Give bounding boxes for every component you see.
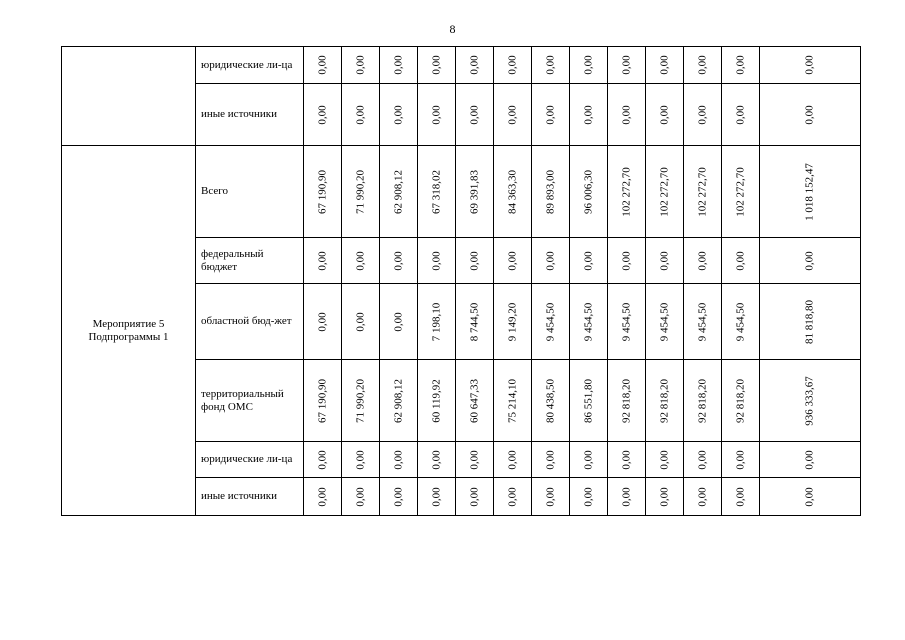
year-value: 0,00 bbox=[468, 449, 480, 470]
year-value-cell bbox=[608, 442, 646, 478]
year-value: 0,00 bbox=[696, 250, 708, 271]
year-value-cell bbox=[456, 360, 494, 442]
year-value: 86 551,80 bbox=[582, 378, 594, 423]
year-value: 0,00 bbox=[544, 55, 556, 75]
year-value: 102 272,70 bbox=[696, 166, 708, 217]
year-value-cell bbox=[646, 284, 684, 360]
year-value: 0,00 bbox=[734, 250, 746, 271]
year-value-cell bbox=[342, 238, 380, 284]
year-value: 62 908,12 bbox=[392, 378, 404, 423]
year-value-cell bbox=[532, 238, 570, 284]
total-value: 0,00 bbox=[803, 55, 816, 75]
funding-source-cell: Всего bbox=[196, 146, 304, 238]
year-value: 0,00 bbox=[582, 104, 594, 125]
year-value-cell bbox=[608, 238, 646, 284]
funding-source-cell: иные источники bbox=[196, 84, 304, 146]
year-value: 0,00 bbox=[582, 449, 594, 470]
year-value-cell bbox=[570, 47, 608, 84]
year-value-cell bbox=[570, 360, 608, 442]
year-value: 0,00 bbox=[658, 449, 670, 470]
year-value: 67 318,02 bbox=[430, 169, 442, 214]
year-value: 0,00 bbox=[354, 486, 366, 507]
year-value-cell bbox=[684, 478, 722, 516]
year-value: 0,00 bbox=[620, 104, 632, 125]
year-value: 0,00 bbox=[392, 104, 404, 125]
year-value-cell bbox=[418, 84, 456, 146]
year-value: 9 454,50 bbox=[658, 302, 670, 341]
year-value: 0,00 bbox=[468, 104, 480, 125]
year-value-cell bbox=[608, 84, 646, 146]
year-value-cell bbox=[380, 47, 418, 84]
year-value: 0,00 bbox=[316, 250, 328, 271]
year-value: 0,00 bbox=[696, 449, 708, 470]
year-value-cell bbox=[380, 478, 418, 516]
year-value-cell bbox=[342, 284, 380, 360]
year-value: 0,00 bbox=[582, 250, 594, 271]
year-value-cell bbox=[418, 360, 456, 442]
year-value: 9 454,50 bbox=[544, 302, 556, 341]
year-value: 0,00 bbox=[468, 250, 480, 271]
year-value: 102 272,70 bbox=[658, 166, 670, 217]
year-value-cell bbox=[418, 284, 456, 360]
year-value-cell bbox=[456, 478, 494, 516]
year-value-cell bbox=[494, 47, 532, 84]
year-value-cell bbox=[342, 146, 380, 238]
year-value-cell bbox=[304, 238, 342, 284]
table-row bbox=[62, 47, 861, 84]
year-value: 0,00 bbox=[658, 104, 670, 125]
year-value: 0,00 bbox=[354, 311, 366, 332]
year-value: 0,00 bbox=[658, 250, 670, 271]
year-value-cell bbox=[646, 478, 684, 516]
year-value-cell bbox=[304, 478, 342, 516]
year-value: 0,00 bbox=[430, 486, 442, 507]
year-value-cell bbox=[342, 442, 380, 478]
funding-source-cell: юридические ли-ца bbox=[196, 47, 304, 84]
year-value: 0,00 bbox=[506, 250, 518, 271]
year-value-cell bbox=[494, 146, 532, 238]
year-value: 0,00 bbox=[468, 55, 480, 75]
year-value: 0,00 bbox=[392, 55, 404, 75]
year-value-cell bbox=[722, 146, 760, 238]
year-value: 9 149,20 bbox=[506, 302, 518, 341]
year-value: 0,00 bbox=[620, 486, 632, 507]
year-value: 0,00 bbox=[696, 104, 708, 125]
year-value-cell bbox=[532, 442, 570, 478]
year-value: 92 818,20 bbox=[734, 378, 746, 423]
year-value: 0,00 bbox=[316, 449, 328, 470]
year-value: 0,00 bbox=[392, 449, 404, 470]
year-value-cell bbox=[722, 84, 760, 146]
year-value: 9 454,50 bbox=[582, 302, 594, 341]
year-value: 0,00 bbox=[544, 449, 556, 470]
year-value-cell bbox=[684, 47, 722, 84]
total-value: 0,00 bbox=[803, 250, 816, 271]
year-value-cell bbox=[304, 360, 342, 442]
year-value-cell bbox=[380, 146, 418, 238]
year-value-cell bbox=[380, 84, 418, 146]
year-value: 0,00 bbox=[544, 104, 556, 125]
year-value-cell bbox=[342, 478, 380, 516]
total-value-cell bbox=[760, 442, 861, 478]
year-value-cell bbox=[570, 442, 608, 478]
table-row bbox=[62, 146, 861, 238]
year-value-cell bbox=[722, 442, 760, 478]
year-value-cell bbox=[532, 146, 570, 238]
year-value: 92 818,20 bbox=[696, 378, 708, 423]
year-value-cell bbox=[418, 47, 456, 84]
year-value: 92 818,20 bbox=[620, 378, 632, 423]
year-value-cell bbox=[456, 442, 494, 478]
year-value: 0,00 bbox=[620, 250, 632, 271]
year-value-cell bbox=[532, 478, 570, 516]
year-value-cell bbox=[684, 238, 722, 284]
year-value-cell bbox=[494, 238, 532, 284]
year-value-cell bbox=[684, 146, 722, 238]
year-value-cell bbox=[494, 84, 532, 146]
total-value-cell bbox=[760, 84, 861, 146]
year-value-cell bbox=[380, 442, 418, 478]
total-value: 936 333,67 bbox=[803, 375, 816, 426]
year-value-cell bbox=[532, 284, 570, 360]
year-value-cell bbox=[342, 84, 380, 146]
year-value-cell bbox=[684, 284, 722, 360]
year-value: 9 454,50 bbox=[696, 302, 708, 341]
year-value-cell bbox=[608, 47, 646, 84]
year-value: 0,00 bbox=[354, 55, 366, 75]
event-cell bbox=[62, 47, 196, 146]
year-value-cell bbox=[646, 238, 684, 284]
year-value: 0,00 bbox=[316, 486, 328, 507]
year-value-cell bbox=[722, 284, 760, 360]
year-value: 0,00 bbox=[582, 486, 594, 507]
year-value: 89 893,00 bbox=[544, 169, 556, 214]
year-value-cell bbox=[722, 478, 760, 516]
year-value-cell bbox=[684, 360, 722, 442]
year-value: 102 272,70 bbox=[620, 166, 632, 217]
year-value-cell bbox=[532, 360, 570, 442]
year-value-cell bbox=[570, 478, 608, 516]
year-value-cell bbox=[456, 146, 494, 238]
year-value: 0,00 bbox=[734, 449, 746, 470]
year-value: 0,00 bbox=[544, 486, 556, 507]
year-value: 0,00 bbox=[430, 250, 442, 271]
total-value-cell bbox=[760, 238, 861, 284]
year-value-cell bbox=[304, 47, 342, 84]
year-value: 0,00 bbox=[620, 55, 632, 75]
year-value-cell bbox=[494, 442, 532, 478]
year-value: 84 363,30 bbox=[506, 169, 518, 214]
year-value-cell bbox=[456, 47, 494, 84]
year-value: 0,00 bbox=[392, 486, 404, 507]
year-value-cell bbox=[418, 238, 456, 284]
year-value: 0,00 bbox=[392, 311, 404, 332]
year-value: 60 647,33 bbox=[468, 378, 480, 423]
year-value-cell bbox=[722, 360, 760, 442]
year-value: 0,00 bbox=[506, 104, 518, 125]
total-value: 1 018 152,47 bbox=[803, 162, 816, 221]
total-value-cell bbox=[760, 478, 861, 516]
year-value-cell bbox=[494, 284, 532, 360]
year-value: 92 818,20 bbox=[658, 378, 670, 423]
year-value-cell bbox=[494, 478, 532, 516]
year-value: 102 272,70 bbox=[734, 166, 746, 217]
year-value: 0,00 bbox=[506, 449, 518, 470]
funding-source-cell: иные источники bbox=[196, 478, 304, 516]
total-value: 81 818,80 bbox=[803, 299, 816, 344]
total-value-cell bbox=[760, 284, 861, 360]
year-value: 0,00 bbox=[658, 55, 670, 75]
year-value: 0,00 bbox=[696, 486, 708, 507]
year-value: 0,00 bbox=[316, 55, 328, 75]
year-value: 0,00 bbox=[506, 486, 518, 507]
year-value-cell bbox=[570, 146, 608, 238]
year-value: 0,00 bbox=[354, 104, 366, 125]
year-value-cell bbox=[304, 442, 342, 478]
year-value-cell bbox=[456, 284, 494, 360]
funding-source-cell: территориальный фонд ОМС bbox=[196, 360, 304, 442]
year-value-cell bbox=[608, 146, 646, 238]
year-value-cell bbox=[380, 360, 418, 442]
year-value: 67 190,90 bbox=[316, 169, 328, 214]
year-value-cell bbox=[418, 442, 456, 478]
year-value-cell bbox=[418, 146, 456, 238]
year-value: 71 990,20 bbox=[354, 169, 366, 214]
year-value-cell bbox=[608, 284, 646, 360]
year-value-cell bbox=[304, 284, 342, 360]
year-value-cell bbox=[570, 84, 608, 146]
year-value: 0,00 bbox=[430, 55, 442, 75]
year-value: 0,00 bbox=[430, 104, 442, 125]
year-value-cell bbox=[608, 360, 646, 442]
total-value: 0,00 bbox=[803, 486, 816, 507]
year-value-cell bbox=[532, 84, 570, 146]
funding-source-cell: федеральный бюджет bbox=[196, 238, 304, 284]
year-value-cell bbox=[380, 238, 418, 284]
year-value-cell bbox=[722, 238, 760, 284]
year-value: 0,00 bbox=[316, 104, 328, 125]
year-value-cell bbox=[646, 47, 684, 84]
year-value: 0,00 bbox=[582, 55, 594, 75]
year-value-cell bbox=[304, 84, 342, 146]
year-value-cell bbox=[570, 284, 608, 360]
year-value: 0,00 bbox=[734, 55, 746, 75]
year-value-cell bbox=[456, 238, 494, 284]
year-value-cell bbox=[684, 84, 722, 146]
year-value-cell bbox=[532, 47, 570, 84]
year-value: 69 391,83 bbox=[468, 169, 480, 214]
total-value-cell bbox=[760, 47, 861, 84]
year-value-cell bbox=[342, 360, 380, 442]
event-cell: Мероприятие 5 Подпрограммы 1 bbox=[62, 146, 196, 516]
year-value-cell bbox=[646, 442, 684, 478]
year-value: 0,00 bbox=[734, 104, 746, 125]
year-value-cell bbox=[494, 360, 532, 442]
year-value: 62 908,12 bbox=[392, 169, 404, 214]
year-value: 0,00 bbox=[658, 486, 670, 507]
funding-source-cell: юридические ли-ца bbox=[196, 442, 304, 478]
year-value: 0,00 bbox=[620, 449, 632, 470]
year-value: 80 438,50 bbox=[544, 378, 556, 423]
year-value: 0,00 bbox=[354, 449, 366, 470]
total-value-cell bbox=[760, 360, 861, 442]
funding-source-cell: областной бюд-жет bbox=[196, 284, 304, 360]
year-value-cell bbox=[418, 478, 456, 516]
year-value-cell bbox=[304, 146, 342, 238]
year-value: 0,00 bbox=[430, 449, 442, 470]
year-value-cell bbox=[456, 84, 494, 146]
year-value: 7 198,10 bbox=[430, 302, 442, 341]
page-number: 8 bbox=[449, 22, 456, 36]
year-value: 0,00 bbox=[354, 250, 366, 271]
total-value: 0,00 bbox=[803, 449, 816, 470]
year-value: 0,00 bbox=[544, 250, 556, 271]
year-value: 71 990,20 bbox=[354, 378, 366, 423]
year-value: 96 006,30 bbox=[582, 169, 594, 214]
year-value: 0,00 bbox=[468, 486, 480, 507]
total-value: 0,00 bbox=[803, 104, 816, 125]
year-value-cell bbox=[646, 146, 684, 238]
year-value-cell bbox=[570, 238, 608, 284]
year-value: 9 454,50 bbox=[734, 302, 746, 341]
year-value-cell bbox=[646, 84, 684, 146]
year-value-cell bbox=[608, 478, 646, 516]
year-value: 0,00 bbox=[506, 55, 518, 75]
year-value: 67 190,90 bbox=[316, 378, 328, 423]
funding-table bbox=[61, 46, 861, 516]
year-value: 9 454,50 bbox=[620, 302, 632, 341]
year-value-cell bbox=[722, 47, 760, 84]
year-value: 0,00 bbox=[734, 486, 746, 507]
year-value-cell bbox=[646, 360, 684, 442]
year-value-cell bbox=[380, 284, 418, 360]
year-value: 60 119,92 bbox=[430, 378, 442, 423]
year-value: 0,00 bbox=[696, 55, 708, 75]
total-value-cell bbox=[760, 146, 861, 238]
year-value: 0,00 bbox=[392, 250, 404, 271]
year-value: 0,00 bbox=[316, 311, 328, 332]
year-value: 8 744,50 bbox=[468, 302, 480, 341]
year-value-cell bbox=[684, 442, 722, 478]
year-value: 75 214,10 bbox=[506, 378, 518, 423]
year-value-cell bbox=[342, 47, 380, 84]
